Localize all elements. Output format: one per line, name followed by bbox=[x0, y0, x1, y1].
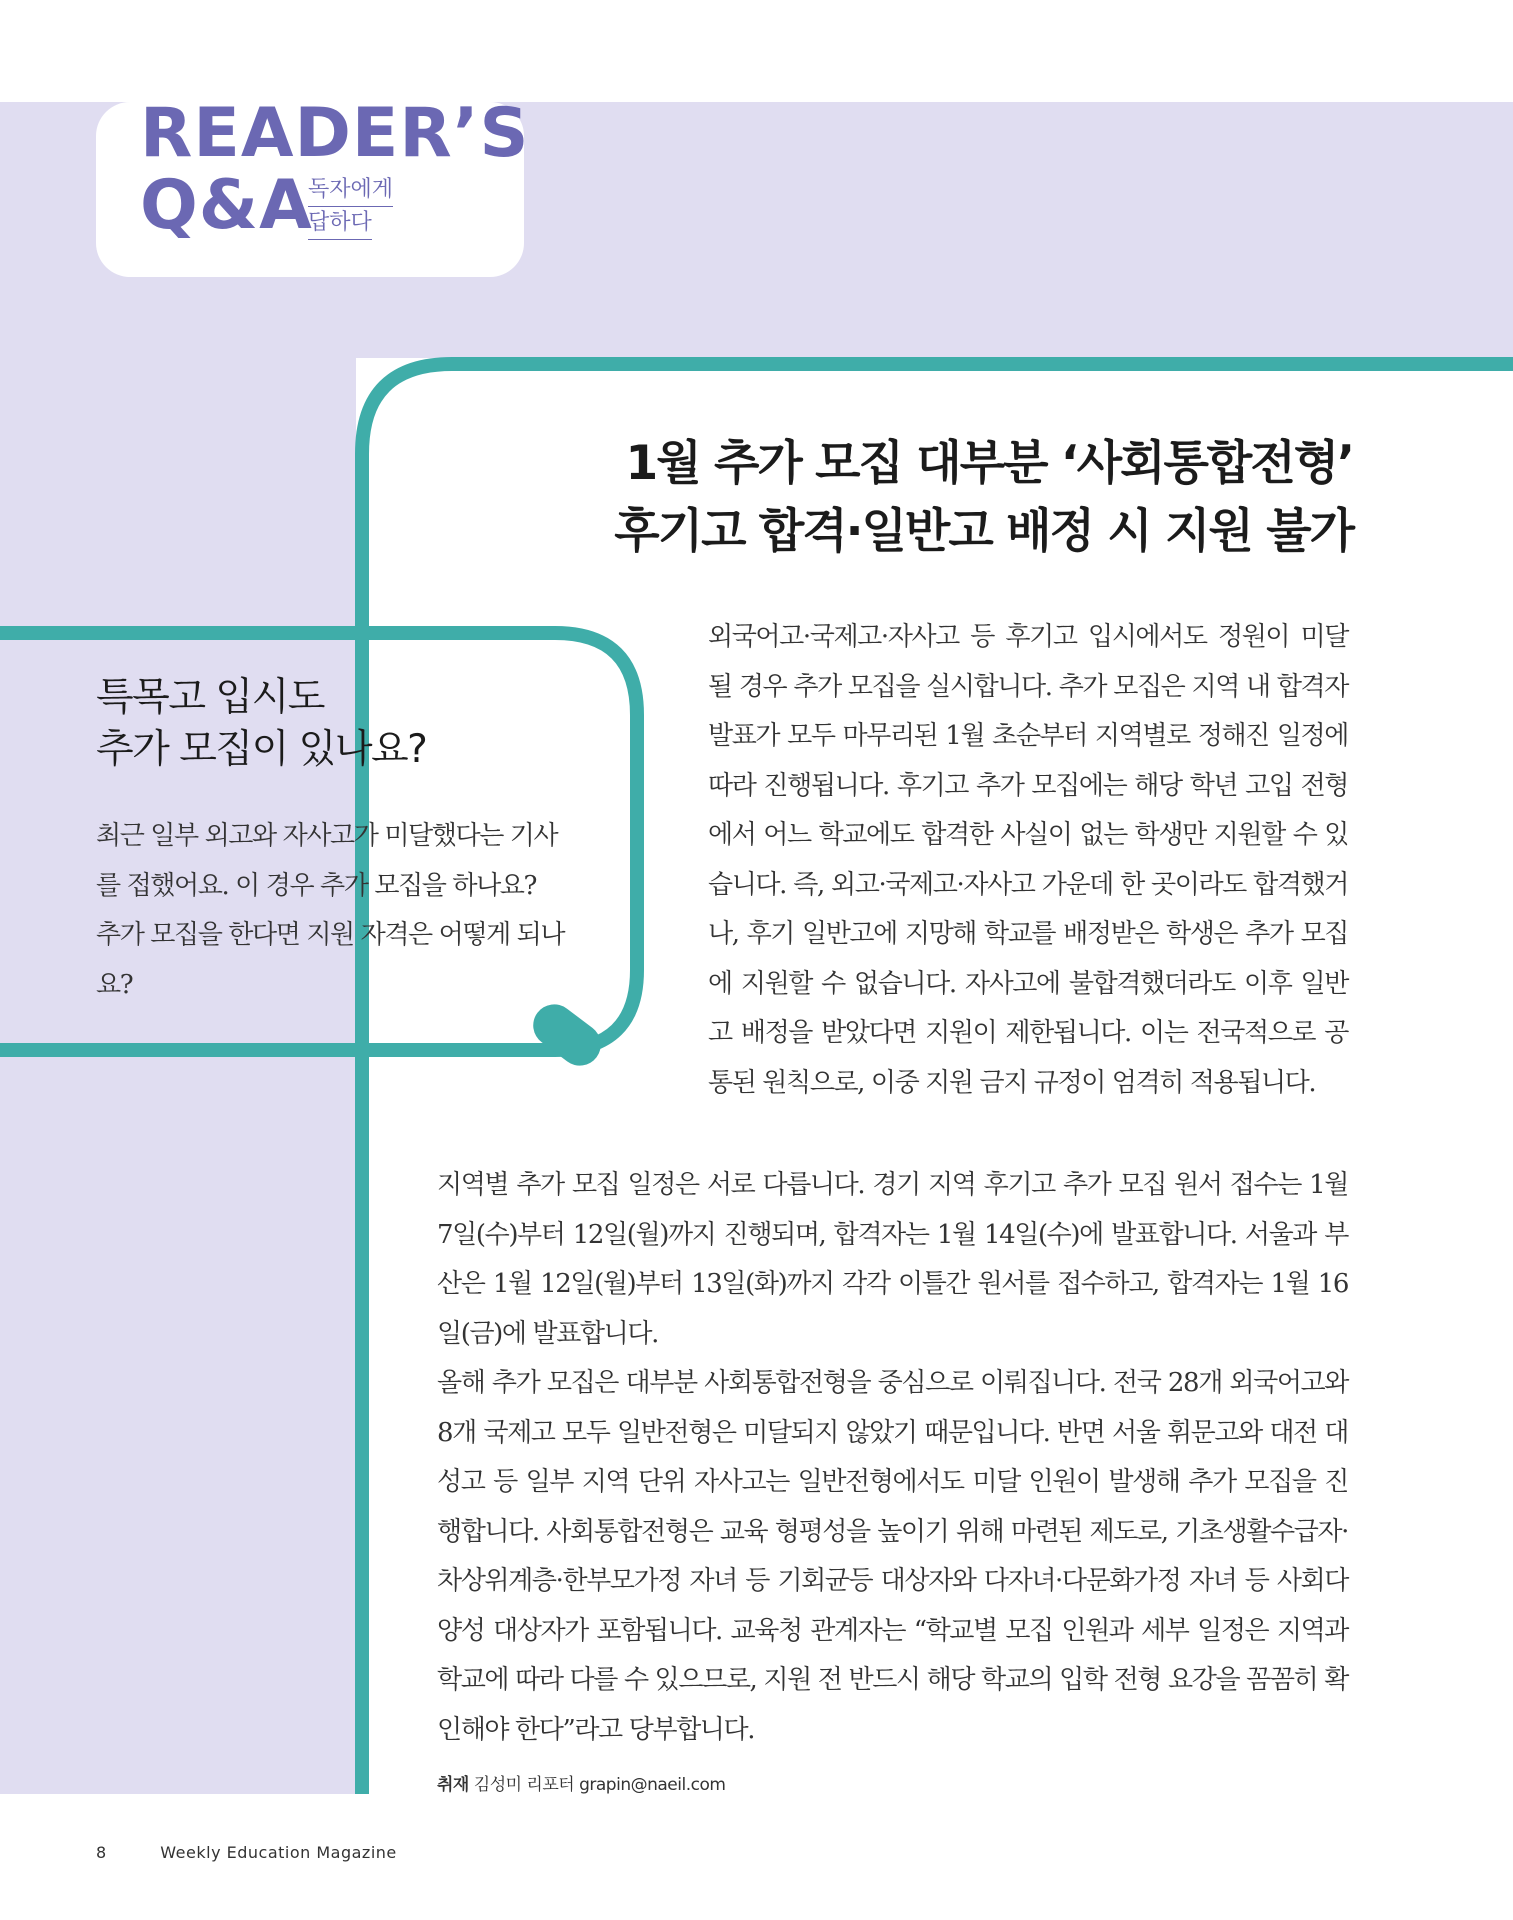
brand-subtitle-line2: 답하다 bbox=[308, 207, 372, 240]
answer-paragraph-3: 올해 추가 모집은 대부분 사회통합전형을 중심으로 이뤄집니다. 전국 28개 외국어고와 8개 국제고 모두 일반전형은 미달되지 않았기 때문입니다. 반면 서울 휘문고와 대전 대성고 등 일부 지역 단위 자사고는 일반전형에서도 미달 인원이 발생해 추가 모집을 진행합니다. 사회통합전형은 교육 형평성을 높이기 위해 마련된 제도로, 기초생활수급자·차상위계층·한부모가정 자녀 등 기회균등 대상자와 다자녀·다문화가정 자녀 등 사회다양성 대상자가 포함됩니다. 교육청 관계자는 “학교별 모집 인원과 세부 일정은 지역과 학교에 따라 다를 수 있으므로, 지원 전 반드시 해당 학교의 입학 전형 요강을 꼼꼼히 확인해야 한다”라고 당부합니다. bbox=[437, 1368, 1348, 1745]
question-title bbox=[96, 672, 426, 776]
headline-line2: 후기고 합격·일반고 배정 시 지원 불가 bbox=[614, 504, 1353, 559]
answer-paragraph-2: 지역별 추가 모집 일정은 서로 다릅니다. 경기 지역 후기고 추가 모집 원서 접수는 1월 7일(수)부터 12일(월)까지 진행되며, 합격자는 1월 14일(수)에 발표합니다. 서울과 부산은 1월 12일(월)부터 13일(화)까지 각각 이틀간 원서를 접수하고, 합격자는 1월 16일(금)에 발표합니다. bbox=[437, 1170, 1348, 1349]
article-headline bbox=[614, 430, 1353, 566]
credit-text: 김성미 리포터 grapin@naeil.com bbox=[473, 1775, 726, 1795]
brand-subtitle-line1: 독자에게 bbox=[308, 174, 393, 207]
page-number: 8 bbox=[96, 1843, 107, 1862]
answer-body bbox=[437, 1161, 1348, 1755]
question-body: 최근 일부 외고와 자사고가 미달했다는 기사를 접했어요. 이 경우 추가 모집을 하나요? 추가 모집을 한다면 지원 자격은 어떻게 되나요? bbox=[96, 821, 565, 1000]
headline-line1: 1월 추가 모집 대부분 ‘사회통합전형’ bbox=[625, 436, 1353, 491]
answer-paragraph-1: 외국어고·국제고·자사고 등 후기고 입시에서도 정원이 미달될 경우 추가 모집을 실시합니다. 추가 모집은 지역 내 합격자 발표가 모두 마무리된 1월 초순부터 지역별로 정해진 일정에 따라 진행됩니다. 후기고 추가 모집에는 해당 학년 고입 전형에서 어느 학교에도 합격한 사실이 없는 학생만 지원할 수 있습니다. 즉, 외고·국제고·자사고 가운데 한 곳이라도 합격했거나, 후기 일반고에 지망해 학교를 배정받은 학생은 추가 모집에 지원할 수 없습니다. 자사고에 불합격했더라도 이후 일반고 배정을 받았다면 지원이 제한됩니다. 이는 전국적으로 공통된 원칙으로, 이중 지원 금지 규정이 엄격히 적용됩니다. bbox=[708, 622, 1348, 1098]
brand-title: READER’S bbox=[140, 94, 530, 173]
magazine-name: Weekly Education Magazine bbox=[160, 1843, 397, 1862]
page-footer bbox=[96, 1843, 397, 1862]
question-title-line1: 특목고 입시도 bbox=[96, 675, 324, 720]
reporter-credit bbox=[437, 1770, 725, 1795]
question-title-line2: 추가 모집이 있나요? bbox=[96, 727, 427, 772]
credit-label: 취재 bbox=[437, 1775, 469, 1795]
brand-qa: Q&A bbox=[140, 166, 313, 245]
